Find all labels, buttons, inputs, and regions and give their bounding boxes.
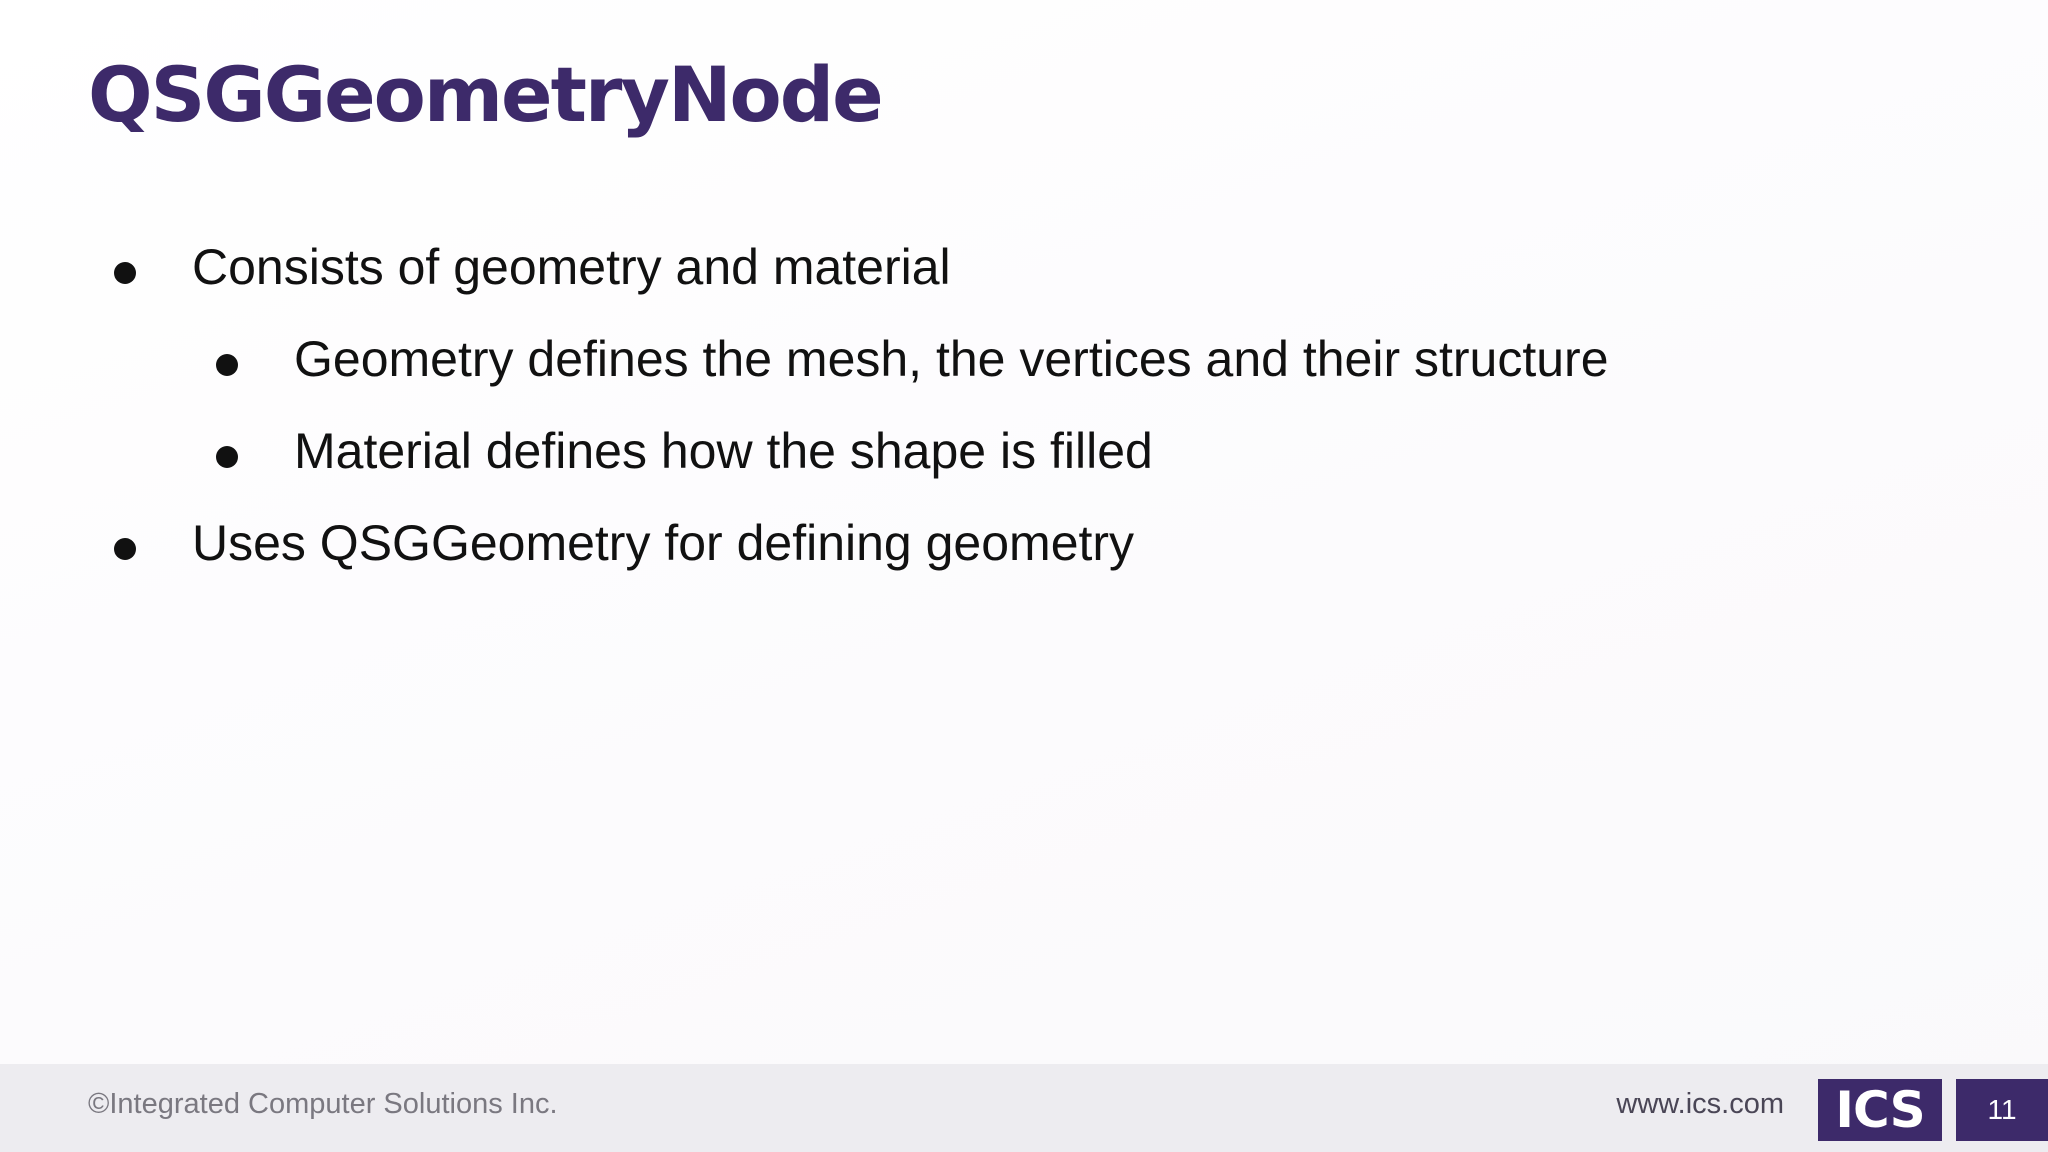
bullet-dot-icon xyxy=(216,354,238,376)
footer-bar xyxy=(0,1064,2048,1152)
ics-logo: ICS xyxy=(1818,1079,1942,1141)
bullet-item xyxy=(0,232,2048,324)
bullet-dot-icon xyxy=(114,538,136,560)
slide-title: QSGGeometryNode xyxy=(88,50,882,139)
copyright-notice: ©Integrated Computer Solutions Inc. xyxy=(88,1088,558,1120)
sub-bullet-text: Material defines how the shape is filled xyxy=(294,423,1153,479)
bullet-item xyxy=(0,508,2048,600)
sub-bullet-item xyxy=(0,324,2048,416)
bullet-text: Consists of geometry and material xyxy=(192,239,951,295)
sub-bullet-item xyxy=(0,416,2048,508)
bullet-dot-icon xyxy=(216,446,238,468)
bullet-list xyxy=(0,232,2048,600)
sub-bullet-text: Geometry defines the mesh, the vertices and their structure xyxy=(294,331,1609,387)
bullet-dot-icon xyxy=(114,262,136,284)
page-number: 11 xyxy=(1956,1079,2048,1141)
bullet-text: Uses QSGGeometry for defining geometry xyxy=(192,515,1135,571)
website-url: www.ics.com xyxy=(1616,1088,1784,1120)
